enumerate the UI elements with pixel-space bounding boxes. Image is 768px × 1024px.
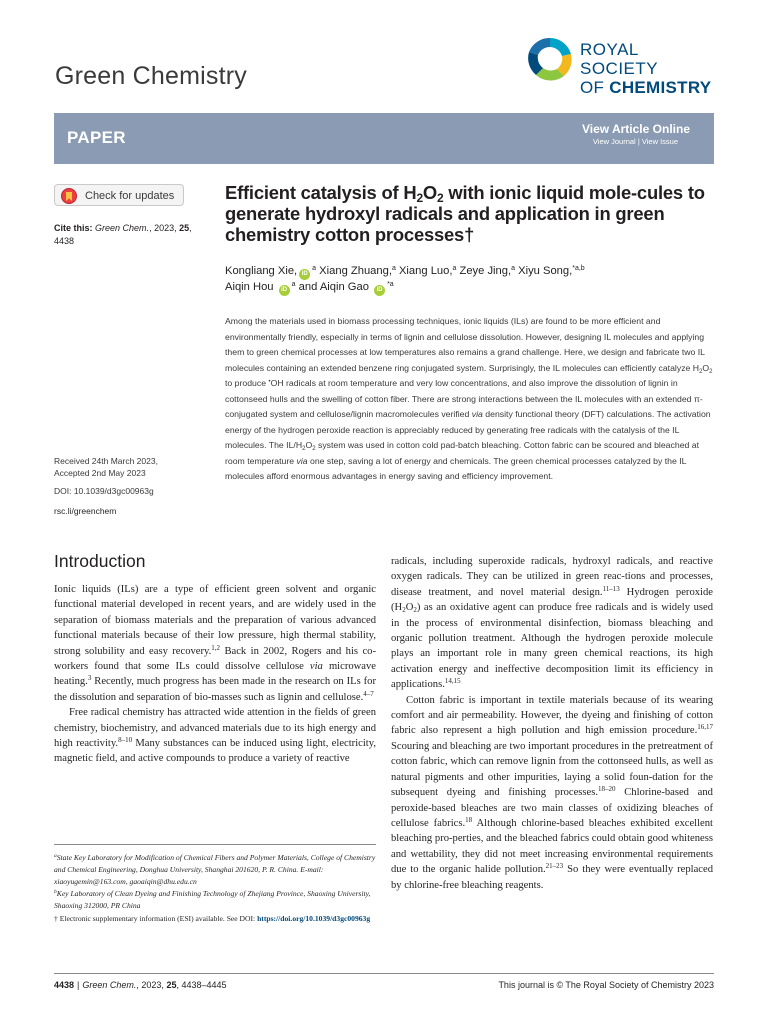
paragraph: radicals, including superoxide radicals, hydroxyl radicals, and reactive oxygen radicals. They can be utilized in green reac-tions and processes, disease treatment, and novel material design.$^{11-13}$ Hydrogen peroxide $(H_2O_2)$ as an oxidative agent can produce free radicals and is widely used in the process of environmental disinfection, biomass bleaching and organic pollution treatment. Although the hydrogen peroxide molecule plays an important role in many green chemical reactions, its high activation energy and ineffective decomposition limit its efficiency in applications.$^{14,15}$ (391, 556, 713, 691)
paragraph: Ionic liquids (ILs) are a type of efficient green solvent and organic functional material developed in recent years, and are widely used in the separation of biomass materials and the preparation of various advanced functional materials because of their low pressure, high thermal stability, strong solubility and easy recovery.$^{1,2}$ Back in 2002, Rogers and his co-workers found that some ILs could dissolve cellulose via microwave heating.$^3$ Recently, much progress has been made in the research on ILs for the dissolution and separation of bio-masses such as lignin and cellulose.$^{4-7}$ (54, 584, 376, 703)
view-issue-link[interactable]: View Issue (641, 137, 678, 146)
article-type-label: PAPER (67, 128, 126, 147)
body-column-left (54, 582, 376, 767)
received-date: Received 24th March 2023, (54, 456, 158, 466)
author-name[interactable]: Aiqin Hou (225, 281, 274, 293)
reference-link[interactable]: 11–13 (602, 584, 620, 593)
view-article-online-link[interactable]: View Article Online (581, 122, 690, 136)
reference-link[interactable]: 18 (465, 815, 473, 824)
bookmark-refresh-icon (61, 188, 77, 204)
orcid-icon[interactable]: iD (374, 285, 385, 296)
article-type-banner (54, 113, 714, 164)
author-name[interactable]: Kongliang Xie, (225, 265, 298, 277)
article-history (54, 456, 214, 517)
article-title: Efficient catalysis of $H_2O_2$ with ionic liquid mole-cules to generate hydroxyl radicals and application in green chemistry cotton processes† (225, 182, 705, 245)
reference-link[interactable]: 14,15 (444, 677, 461, 686)
esi-note: † Electronic supplementary information (ESI) available. See DOI: https://doi.org/10.1039/d3gc00963g (54, 914, 371, 923)
footnote-divider (54, 844, 376, 845)
author-name[interactable]: Xiang Zhuang, (319, 265, 392, 277)
view-journal-link[interactable]: View Journal (592, 137, 636, 146)
copyright-notice: This journal is © The Royal Society of Chemistry 2023 (498, 980, 714, 990)
reference-link[interactable]: 21–23 (545, 862, 564, 871)
body-column-right (391, 554, 713, 893)
abstract: Among the materials used in biomass processing techniques, ionic liquids (ILs) are found to be more efficient and environmentally friendly, especially in terms of lignin and cellulose dissolution. However, designing IL molecules and applying them to green chemical processes at low temperatures also remains a grand challenge. Here, we design and fabricate two IL molecules containing an extended benzene ring conjugated system. Surprisingly, the IL molecules can efficiently catalyze $H_2O_2$ to produce •OH radicals at room temperature and very low concentrations, and also improve the dissolution of lignin in cottonseed hulls and the swelling of cotton fiber. There are strong interactions between the IL molecules with an extended π-conjugated system and cellulose/lignin macromolecules verified via density functional theory (DFT) calculations. The activation energy of the hydrogen peroxide reaction is appreciably reduced by generating free radicals with the catalysis of the IL molecules. The $IL/H_2O_2$ system was used in cotton cold pad-batch bleaching. Cotton fabric can be scoured and bleached at room temperature via one step, saving a lot of energy and chemicals. The green chemical processes catalyzed by the IL molecules afford enormous advantages in energy saving and efficiency improvement. (225, 316, 713, 481)
view-links (593, 137, 678, 146)
paragraph: Cotton fabric is important in textile materials because of its wearing comfort and air permeability. However, the dyeing and finishing of cotton fabric also represent a high pollution and high emission procedure.$^{16,17}$ Scouring and bleaching are two important procedures in the pretreatment of cotton fabric, which can remove lignin from the cottonseed hulls, as well as natural pigments and other impurities, laying a solid foun-dation for the subsequent dyeing and finishing processes.$^{18-20}$ Chlorine-based and peroxide-based bleaches are two main classes of oxidizing bleaches of cellulose fabrics.$^{18}$ Although chlorine-based bleaches exhibited excellent bleaching pro-perties, and the bleached fabrics could obtain good whiteness and wettability, they did not meet increasing environmental requirements due to the organic halide pollution.$^{21-23}$ So they were eventually replaced by chlorine-free bleaching reagents. (391, 694, 713, 891)
author-name[interactable]: Xiang Luo, (398, 265, 453, 277)
affiliation-a: $^a$State Key Laboratory for Modification of Chemical Fibers and Polymer Materials, College of Chemistry and Chemical Engineering, Donghua University, Shanghai 201620, P. R. China. E-mail: xiaoyugemin@163.com, gaoaiqin@dhu.edu.cn (54, 853, 376, 886)
accepted-date: Accepted 2nd May 2023 (54, 467, 146, 478)
page-number: 4438 (54, 980, 75, 990)
check-for-updates-button[interactable] (54, 184, 184, 206)
cite-journal: Green Chem. (95, 223, 150, 233)
cite-year: , 2023, (149, 223, 177, 233)
author-name[interactable]: Xiyu Song, (518, 265, 573, 277)
cite-pages: , 4438 (54, 223, 192, 246)
affiliation-b: $^b$Key Laboratory of Clean Dyeing and Finishing Technology of Zhejiang Province, Shaoxing University, Shaoxing 312000, PR China (54, 889, 371, 910)
rsc-logo-mark-icon (526, 34, 574, 86)
journal-title[interactable]: Green Chemistry (55, 62, 247, 90)
paragraph: Free radical chemistry has attracted wide attention in the fields of green chemistry, biochemistry, and advanced materials due to its high energy and high reactivity.$^{8-10}$ Many substances can be induced using light, electricity, magnetic field, and active compounds to produce a variety of reactive (54, 707, 376, 765)
rsc-wordmark (580, 40, 716, 97)
reference-link[interactable]: 3 (87, 674, 92, 683)
author-conjunction: and (298, 281, 318, 293)
cite-label: Cite this: (54, 223, 93, 233)
reference-link[interactable]: 18–20 (598, 785, 616, 794)
reference-link[interactable]: 16,17 (697, 723, 713, 732)
rsc-wordmark-line2: OF CHEMISTRY (580, 78, 712, 97)
reference-link[interactable]: 1,2 (211, 643, 221, 652)
esi-doi-link[interactable]: https://doi.org/10.1039/d3gc00963g (257, 914, 371, 923)
footnotes (54, 852, 376, 925)
rsc-logo[interactable] (526, 34, 716, 97)
journal-short-link[interactable]: rsc.li/greenchem (54, 505, 117, 516)
reference-link[interactable]: 8–10 (118, 736, 133, 745)
section-heading-introduction: Introduction (54, 551, 146, 571)
cite-volume: 25 (179, 223, 190, 233)
orcid-icon[interactable]: iD (299, 269, 310, 280)
page-footer-citation: 4438 | Green Chem., 2023, 25, 4438–4445 (54, 980, 227, 990)
author-name[interactable]: Zeye Jing, (459, 265, 512, 277)
footer-divider (54, 973, 714, 974)
rsc-wordmark-line1: ROYAL SOCIETY (580, 40, 659, 78)
author-name[interactable]: Aiqin Gao (319, 281, 369, 293)
check-for-updates-label: Check for updates (85, 190, 175, 202)
author-list: Kongliang Xie, $iD^a$ Xiang Zhuang,$^a$ Xiang Luo,$^a$ Zeye Jing,$^a$ Xiyu Song,$^{*a,b}$ Aiqin Hou $iD^a$ and Aiqin Gao $iD^{*a}$ (225, 264, 715, 296)
reference-link[interactable]: 4–7 (363, 689, 374, 698)
citation-block (54, 222, 204, 248)
orcid-icon[interactable]: iD (279, 285, 290, 296)
view-links-separator: | (637, 137, 640, 146)
doi-text[interactable]: DOI: 10.1039/d3gc00963g (54, 486, 154, 496)
